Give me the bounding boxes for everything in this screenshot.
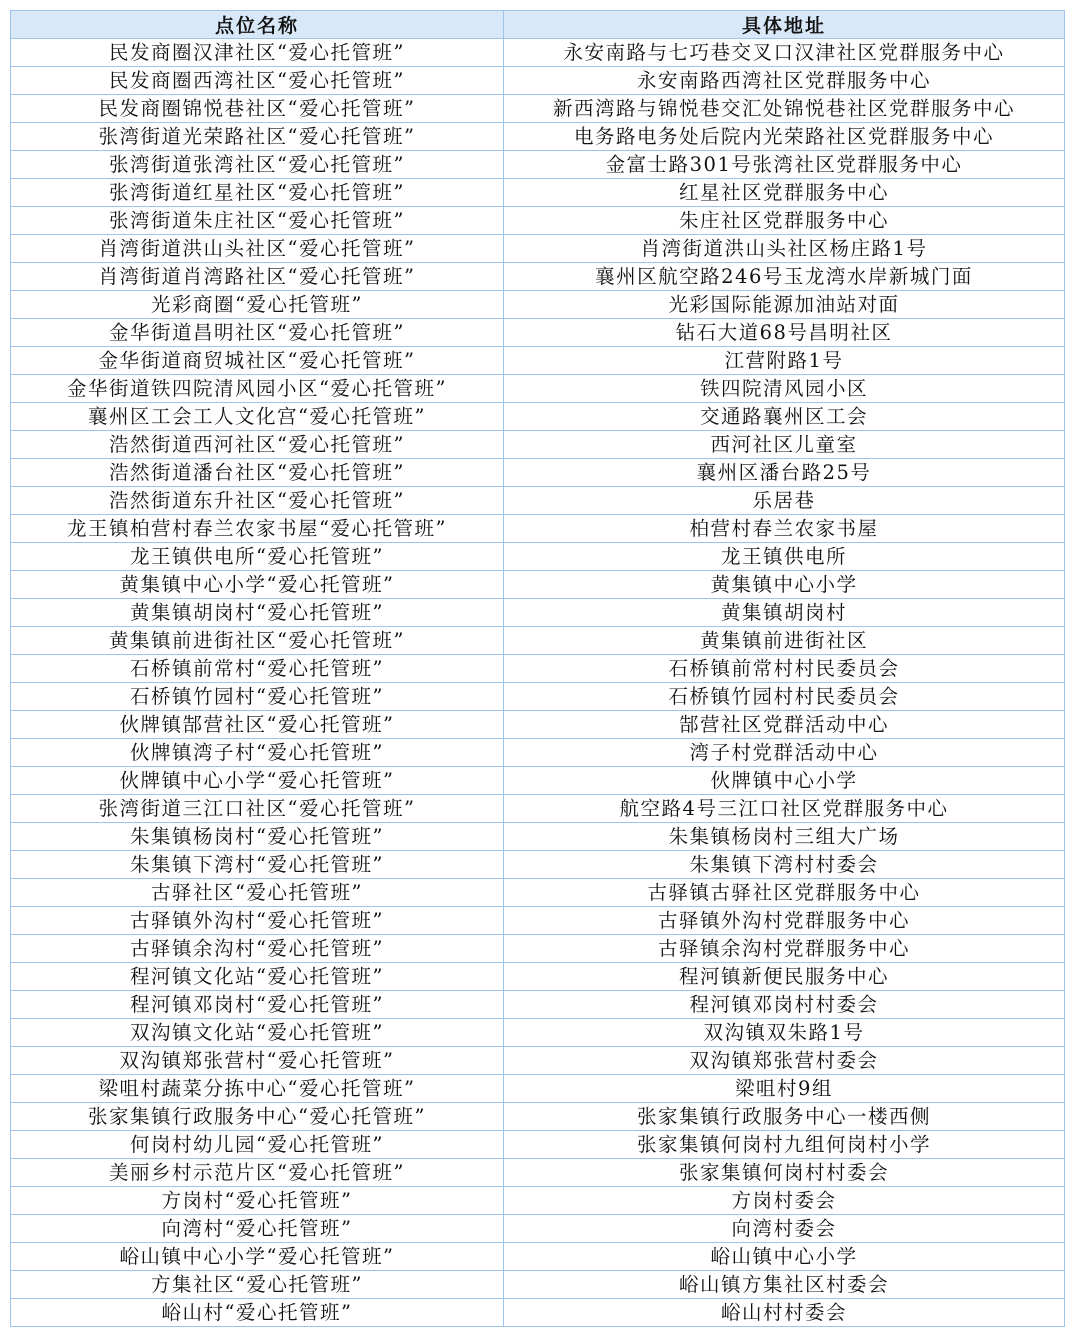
table-row <box>11 907 1065 935</box>
table-row <box>11 403 1065 431</box>
table-row <box>11 543 1065 571</box>
cell-location-name: 伙牌镇湾子村“爱心托管班” <box>11 739 504 767</box>
cell-address: 金富士路301号张湾社区党群服务中心 <box>504 151 1065 179</box>
table-row <box>11 1103 1065 1131</box>
cell-location-name: 龙王镇柏营村春兰农家书屋“爱心托管班” <box>11 515 504 543</box>
cell-location-name: 方集社区“爱心托管班” <box>11 1271 504 1299</box>
table-row <box>11 67 1065 95</box>
cell-location-name: 美丽乡村示范片区“爱心托管班” <box>11 1159 504 1187</box>
cell-address: 铁四院清风园小区 <box>504 375 1065 403</box>
cell-location-name: 民发商圈西湾社区“爱心托管班” <box>11 67 504 95</box>
cell-location-name: 肖湾街道肖湾路社区“爱心托管班” <box>11 263 504 291</box>
cell-address: 古驿镇外沟村党群服务中心 <box>504 907 1065 935</box>
cell-address: 肖湾街道洪山头社区杨庄路1号 <box>504 235 1065 263</box>
cell-location-name: 方岗村“爱心托管班” <box>11 1187 504 1215</box>
cell-address: 永安南路西湾社区党群服务中心 <box>504 67 1065 95</box>
table-row <box>11 655 1065 683</box>
cell-address: 红星社区党群服务中心 <box>504 179 1065 207</box>
cell-address: 朱集镇下湾村村委会 <box>504 851 1065 879</box>
cell-location-name: 张湾街道三江口社区“爱心托管班” <box>11 795 504 823</box>
cell-location-name: 黄集镇中心小学“爱心托管班” <box>11 571 504 599</box>
cell-address: 石桥镇前常村村民委员会 <box>504 655 1065 683</box>
cell-address: 交通路襄州区工会 <box>504 403 1065 431</box>
cell-location-name: 古驿镇外沟村“爱心托管班” <box>11 907 504 935</box>
cell-location-name: 古驿社区“爱心托管班” <box>11 879 504 907</box>
table-row <box>11 823 1065 851</box>
cell-location-name: 民发商圈锦悦巷社区“爱心托管班” <box>11 95 504 123</box>
cell-location-name: 民发商圈汉津社区“爱心托管班” <box>11 39 504 67</box>
cell-address: 西河社区儿童室 <box>504 431 1065 459</box>
table-row <box>11 459 1065 487</box>
table-row <box>11 767 1065 795</box>
table-row <box>11 95 1065 123</box>
cell-location-name: 张家集镇行政服务中心“爱心托管班” <box>11 1103 504 1131</box>
table-row <box>11 1187 1065 1215</box>
cell-address: 永安南路与七巧巷交叉口汉津社区党群服务中心 <box>504 39 1065 67</box>
table-header <box>11 11 1065 39</box>
table-row <box>11 487 1065 515</box>
table-row <box>11 319 1065 347</box>
table-row <box>11 1131 1065 1159</box>
cell-address: 程河镇新便民服务中心 <box>504 963 1065 991</box>
table-row <box>11 347 1065 375</box>
table-row <box>11 1299 1065 1327</box>
table-row <box>11 851 1065 879</box>
table-row <box>11 123 1065 151</box>
cell-location-name: 向湾村“爱心托管班” <box>11 1215 504 1243</box>
cell-location-name: 石桥镇前常村“爱心托管班” <box>11 655 504 683</box>
cell-location-name: 双沟镇文化站“爱心托管班” <box>11 1019 504 1047</box>
cell-address: 航空路4号三江口社区党群服务中心 <box>504 795 1065 823</box>
table-row <box>11 207 1065 235</box>
cell-address: 襄州区航空路246号玉龙湾水岸新城门面 <box>504 263 1065 291</box>
cell-address: 黄集镇胡岗村 <box>504 599 1065 627</box>
cell-location-name: 襄州区工会工人文化宫“爱心托管班” <box>11 403 504 431</box>
cell-location-name: 浩然街道潘台社区“爱心托管班” <box>11 459 504 487</box>
cell-address: 方岗村委会 <box>504 1187 1065 1215</box>
cell-address: 龙王镇供电所 <box>504 543 1065 571</box>
table-row <box>11 1159 1065 1187</box>
cell-address: 黄集镇前进街社区 <box>504 627 1065 655</box>
table-row <box>11 795 1065 823</box>
cell-address: 朱集镇杨岗村三组大广场 <box>504 823 1065 851</box>
table-row <box>11 1271 1065 1299</box>
cell-address: 梁咀村9组 <box>504 1075 1065 1103</box>
table-row <box>11 739 1065 767</box>
table-row <box>11 1047 1065 1075</box>
table-row <box>11 263 1065 291</box>
cell-location-name: 峪山村“爱心托管班” <box>11 1299 504 1327</box>
table-body <box>11 39 1065 1327</box>
table-row <box>11 375 1065 403</box>
cell-location-name: 古驿镇余沟村“爱心托管班” <box>11 935 504 963</box>
cell-location-name: 程河镇文化站“爱心托管班” <box>11 963 504 991</box>
cell-address: 伙牌镇中心小学 <box>504 767 1065 795</box>
cell-location-name: 梁咀村蔬菜分拣中心“爱心托管班” <box>11 1075 504 1103</box>
cell-address: 乐居巷 <box>504 487 1065 515</box>
cell-address: 双沟镇双朱路1号 <box>504 1019 1065 1047</box>
table-row <box>11 151 1065 179</box>
cell-location-name: 黄集镇前进街社区“爱心托管班” <box>11 627 504 655</box>
table-row <box>11 1243 1065 1271</box>
table-row <box>11 683 1065 711</box>
cell-location-name: 何岗村幼儿园“爱心托管班” <box>11 1131 504 1159</box>
cell-location-name: 双沟镇郑张营村“爱心托管班” <box>11 1047 504 1075</box>
table-row <box>11 515 1065 543</box>
cell-address: 古驿镇余沟村党群服务中心 <box>504 935 1065 963</box>
table-row <box>11 1075 1065 1103</box>
cell-location-name: 张湾街道张湾社区“爱心托管班” <box>11 151 504 179</box>
table-row <box>11 935 1065 963</box>
cell-address: 张家集镇何岗村村委会 <box>504 1159 1065 1187</box>
table-row <box>11 1215 1065 1243</box>
cell-location-name: 张湾街道光荣路社区“爱心托管班” <box>11 123 504 151</box>
cell-address: 江营附路1号 <box>504 347 1065 375</box>
cell-location-name: 张湾街道红星社区“爱心托管班” <box>11 179 504 207</box>
cell-address: 朱庄社区党群服务中心 <box>504 207 1065 235</box>
cell-location-name: 光彩商圈“爱心托管班” <box>11 291 504 319</box>
cell-address: 钻石大道68号昌明社区 <box>504 319 1065 347</box>
cell-address: 湾子村党群活动中心 <box>504 739 1065 767</box>
header-row <box>11 11 1065 39</box>
cell-location-name: 朱集镇下湾村“爱心托管班” <box>11 851 504 879</box>
cell-address: 张家集镇行政服务中心一楼西侧 <box>504 1103 1065 1131</box>
cell-location-name: 朱集镇杨岗村“爱心托管班” <box>11 823 504 851</box>
table-row <box>11 711 1065 739</box>
cell-address: 峪山镇方集社区村委会 <box>504 1271 1065 1299</box>
care-class-location-table <box>10 10 1065 1327</box>
cell-location-name: 肖湾街道洪山头社区“爱心托管班” <box>11 235 504 263</box>
table-row <box>11 431 1065 459</box>
cell-location-name: 伙牌镇中心小学“爱心托管班” <box>11 767 504 795</box>
cell-address: 柏营村春兰农家书屋 <box>504 515 1065 543</box>
cell-address: 襄州区潘台路25号 <box>504 459 1065 487</box>
header-location-name: 点位名称 <box>11 11 504 39</box>
table-row <box>11 627 1065 655</box>
cell-address: 峪山村村委会 <box>504 1299 1065 1327</box>
cell-location-name: 程河镇邓岗村“爱心托管班” <box>11 991 504 1019</box>
cell-location-name: 峪山镇中心小学“爱心托管班” <box>11 1243 504 1271</box>
table-row <box>11 179 1065 207</box>
cell-address: 程河镇邓岗村村委会 <box>504 991 1065 1019</box>
table-row <box>11 235 1065 263</box>
cell-address: 双沟镇郑张营村委会 <box>504 1047 1065 1075</box>
table-row <box>11 291 1065 319</box>
cell-location-name: 龙王镇供电所“爱心托管班” <box>11 543 504 571</box>
cell-address: 黄集镇中心小学 <box>504 571 1065 599</box>
table-row <box>11 39 1065 67</box>
cell-location-name: 黄集镇胡岗村“爱心托管班” <box>11 599 504 627</box>
cell-address: 新西湾路与锦悦巷交汇处锦悦巷社区党群服务中心 <box>504 95 1065 123</box>
header-address: 具体地址 <box>504 11 1065 39</box>
cell-address: 光彩国际能源加油站对面 <box>504 291 1065 319</box>
table-row <box>11 1019 1065 1047</box>
cell-location-name: 金华街道铁四院清风园小区“爱心托管班” <box>11 375 504 403</box>
cell-address: 向湾村委会 <box>504 1215 1065 1243</box>
cell-location-name: 浩然街道西河社区“爱心托管班” <box>11 431 504 459</box>
cell-address: 电务路电务处后院内光荣路社区党群服务中心 <box>504 123 1065 151</box>
cell-location-name: 金华街道昌明社区“爱心托管班” <box>11 319 504 347</box>
cell-location-name: 伙牌镇郜营社区“爱心托管班” <box>11 711 504 739</box>
cell-address: 峪山镇中心小学 <box>504 1243 1065 1271</box>
table-row <box>11 879 1065 907</box>
table-row <box>11 991 1065 1019</box>
cell-address: 张家集镇何岗村九组何岗村小学 <box>504 1131 1065 1159</box>
cell-location-name: 石桥镇竹园村“爱心托管班” <box>11 683 504 711</box>
table-row <box>11 963 1065 991</box>
cell-location-name: 浩然街道东升社区“爱心托管班” <box>11 487 504 515</box>
cell-address: 郜营社区党群活动中心 <box>504 711 1065 739</box>
cell-address: 古驿镇古驿社区党群服务中心 <box>504 879 1065 907</box>
cell-location-name: 金华街道商贸城社区“爱心托管班” <box>11 347 504 375</box>
table-row <box>11 571 1065 599</box>
cell-address: 石桥镇竹园村村民委员会 <box>504 683 1065 711</box>
cell-location-name: 张湾街道朱庄社区“爱心托管班” <box>11 207 504 235</box>
table-row <box>11 599 1065 627</box>
